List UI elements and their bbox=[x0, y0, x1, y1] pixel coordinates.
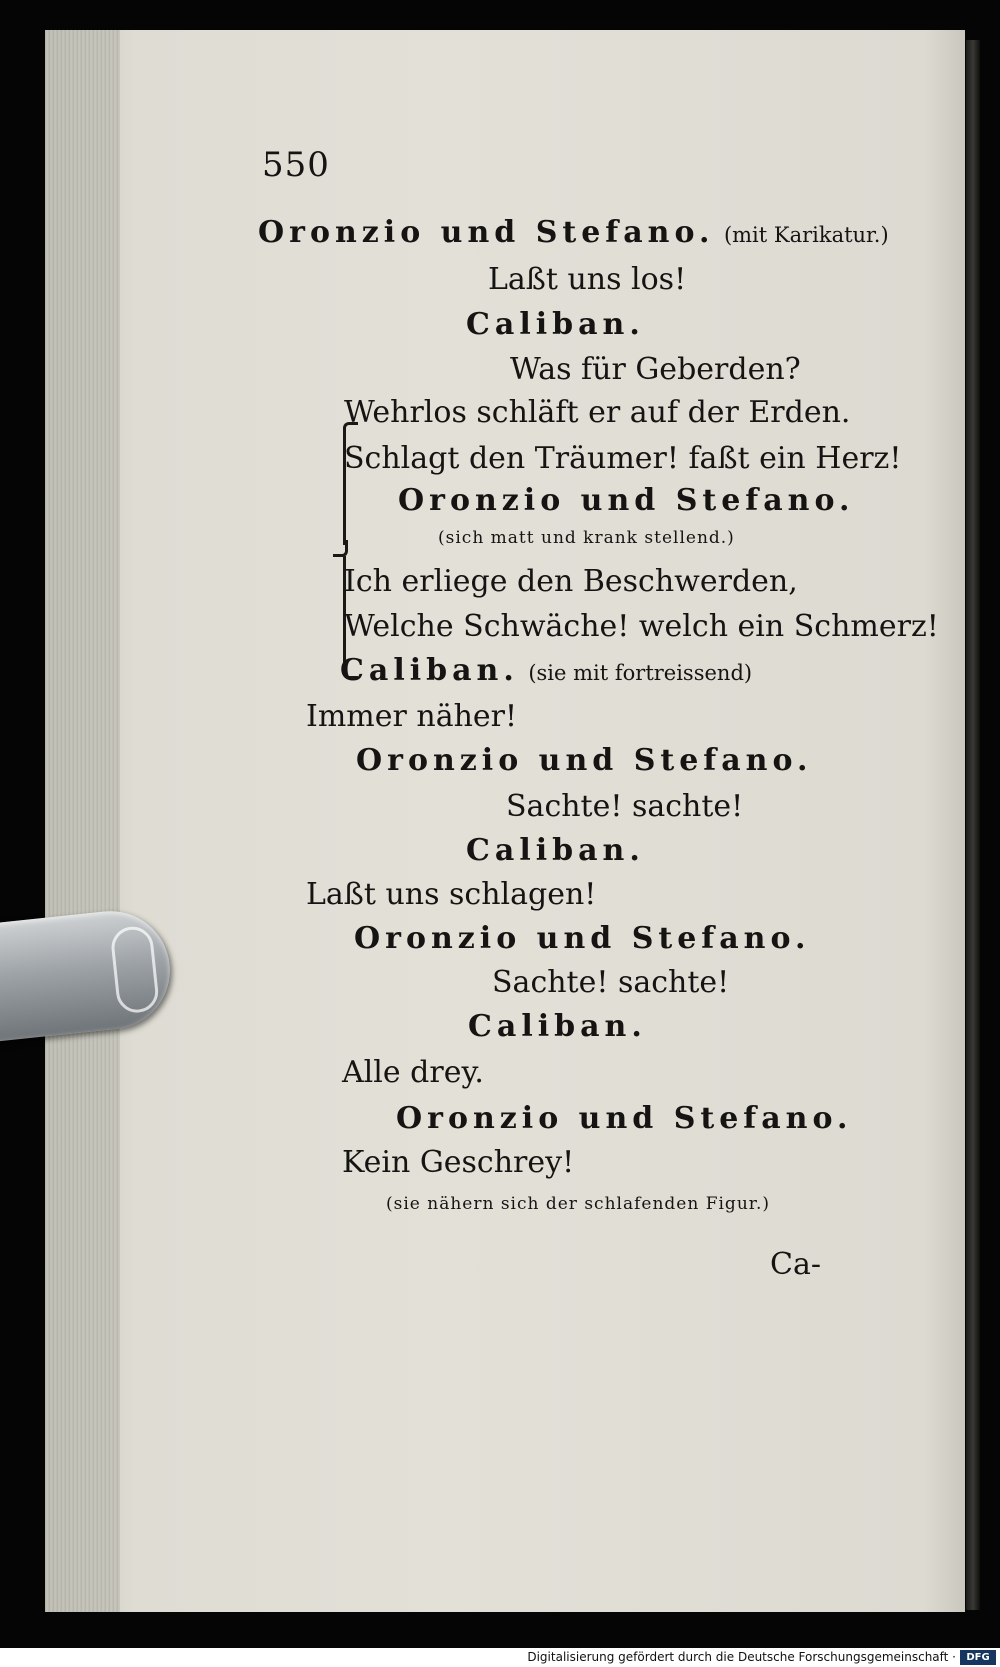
verse-line: Sachte! sachte! bbox=[506, 789, 744, 824]
stage-direction: (mit Karikatur.) bbox=[723, 223, 889, 247]
stage-direction: (sie nähern sich der schlafenden Figur.) bbox=[386, 1194, 771, 1214]
brace-bracket bbox=[333, 540, 348, 557]
footer-credit: Digitalisierung gefördert durch die Deutsche Forschungsgemeinschaft · bbox=[527, 1650, 956, 1664]
speaker-name: Caliban. bbox=[466, 307, 645, 342]
verse-line: Alle drey. bbox=[342, 1055, 484, 1090]
speaker-name: Oronzio und Stefano. bbox=[258, 215, 715, 250]
speaker-name: Caliban. bbox=[468, 1009, 647, 1044]
speaker-line bbox=[258, 215, 889, 250]
speaker-line bbox=[340, 653, 753, 688]
catchword: Ca- bbox=[770, 1247, 821, 1282]
speaker-name: Caliban. bbox=[466, 833, 645, 868]
verse-line: Wehrlos schläft er auf der Erden. bbox=[344, 395, 851, 430]
verse-line: Kein Geschrey! bbox=[342, 1145, 575, 1180]
speaker-name: Oronzio und Stefano. bbox=[356, 743, 813, 778]
page-edges bbox=[45, 30, 120, 1612]
speaker-name: Oronzio und Stefano. bbox=[354, 921, 811, 956]
footer-bar bbox=[0, 1648, 1000, 1667]
page-number: 550 bbox=[262, 145, 330, 185]
verse-line: Laßt uns schlagen! bbox=[306, 877, 597, 912]
verse-line: Laßt uns los! bbox=[488, 262, 687, 297]
stage-direction: (sie mit fortreissend) bbox=[528, 661, 753, 685]
verse-line: Welche Schwäche! welch ein Schmerz! bbox=[344, 609, 939, 644]
stage-direction: (sich matt und krank stellend.) bbox=[438, 528, 735, 548]
speaker-name: Caliban. bbox=[340, 653, 519, 688]
verse-line: Immer näher! bbox=[306, 699, 518, 734]
dfg-logo-icon: DFG bbox=[960, 1650, 996, 1665]
verse-line: Was für Geberden? bbox=[510, 352, 801, 387]
speaker-name: Oronzio und Stefano. bbox=[398, 483, 855, 518]
speaker-name: Oronzio und Stefano. bbox=[396, 1101, 853, 1136]
verse-line: Ich erliege den Beschwerden, bbox=[344, 564, 798, 599]
verse-line: Sachte! sachte! bbox=[492, 965, 730, 1000]
verse-line: Schlagt den Träumer! faßt ein Herz! bbox=[344, 441, 902, 476]
book-gutter bbox=[966, 40, 980, 1610]
